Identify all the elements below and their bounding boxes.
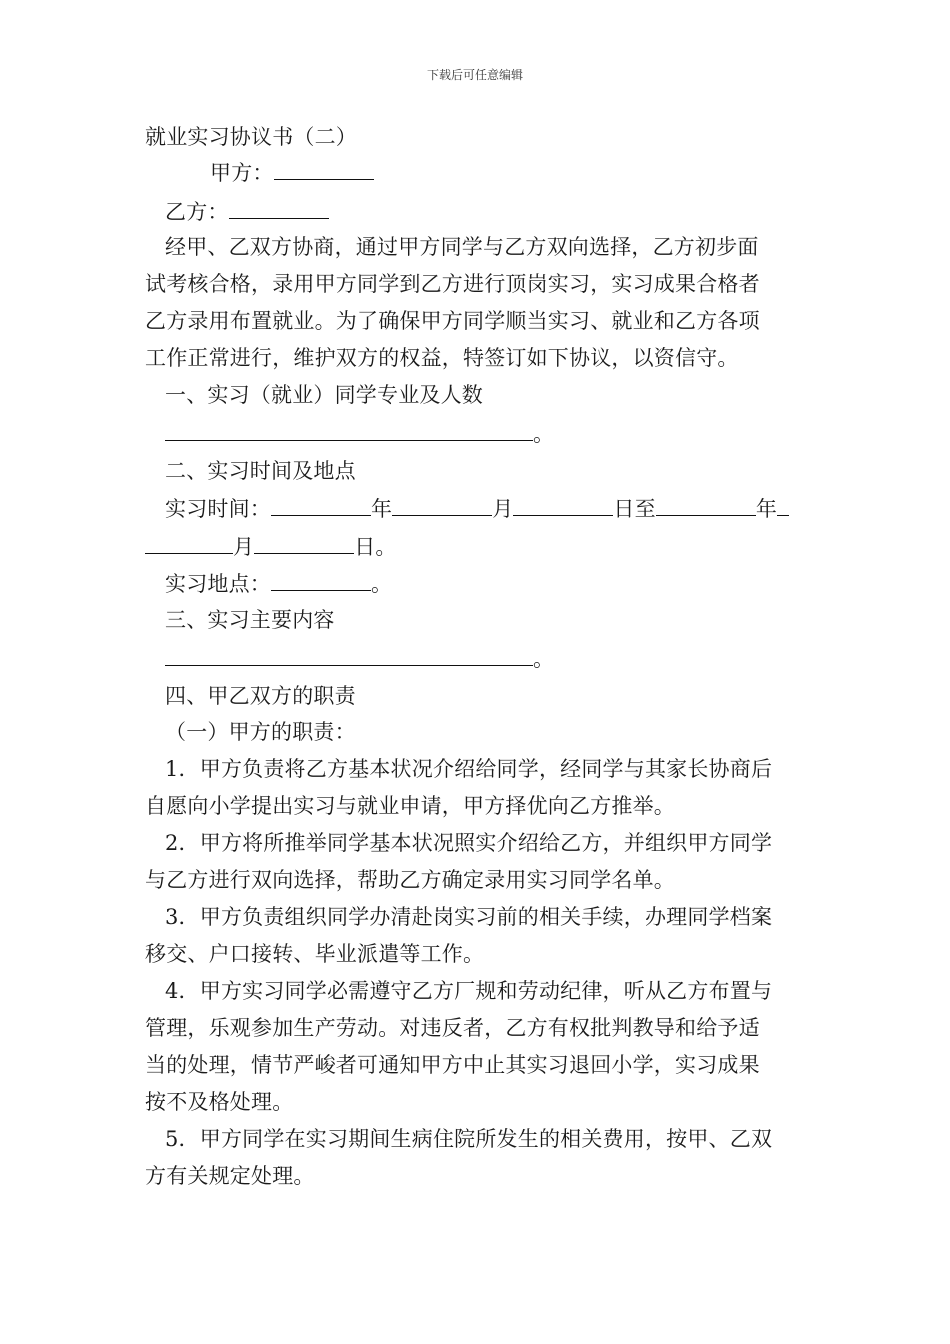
major-blank — [165, 418, 533, 441]
end-day-blank — [254, 531, 354, 554]
content-blank-line — [165, 643, 554, 674]
intro-line: 乙方录用布置就业。为了确保甲方同学顺当实习、就业和乙方各项 — [145, 309, 760, 333]
party-a-label: 甲方： — [210, 161, 274, 185]
section-heading-4: 四、甲乙双方的职责 — [165, 684, 356, 708]
period: 。 — [533, 422, 555, 446]
item-line: 自愿向小学提出实习与就业申请，甲方择优向乙方推举。 — [145, 794, 675, 818]
section-heading-2: 二、实习时间及地点 — [165, 459, 356, 483]
party-b-label: 乙方： — [165, 200, 229, 224]
time-line — [165, 493, 789, 524]
section-heading-1: 一、实习（就业）同学专业及人数 — [165, 383, 483, 407]
item-line: 与乙方进行双向选择，帮助乙方确定录用实习同学名单。 — [145, 868, 675, 892]
section-heading-3: 三、实习主要内容 — [165, 608, 335, 632]
party-b-line — [165, 196, 329, 227]
document-title: 就业实习协议书（二） — [145, 125, 357, 149]
time-line-cont — [145, 531, 397, 562]
day-to-label: 日至 — [613, 497, 656, 521]
end-year-blank — [656, 493, 756, 516]
item-line: 5．甲方同学在实习期间生病住院所发生的相关费用，按甲、乙双 — [165, 1127, 773, 1151]
item-line: 4．甲方实习同学必需遵守乙方厂规和劳动纪律，听从乙方布置与 — [165, 979, 773, 1003]
time-label: 实习时间： — [165, 497, 271, 521]
major-blank-line — [165, 418, 554, 449]
start-day-blank — [513, 493, 613, 516]
day-end-label: 日。 — [354, 535, 397, 559]
item-line: 2．甲方将所推举同学基本状况照实介绍给乙方，并组织甲方同学 — [165, 831, 773, 855]
month-label: 月 — [233, 535, 255, 559]
item-line: 管理，乐观参加生产劳动。对违反者，乙方有权批判教导和给予适 — [145, 1016, 760, 1040]
item-line: 按不及格处理。 — [145, 1090, 294, 1114]
intro-line: 试考核合格，录用甲方同学到乙方进行顶岗实习，实习成果合格者 — [145, 272, 760, 296]
subsection-heading: （一）甲方的职责： — [165, 720, 356, 744]
item-line: 方有关规定处理。 — [145, 1164, 315, 1188]
start-month-blank — [392, 493, 492, 516]
end-month-blank — [145, 531, 233, 554]
party-a-blank — [274, 157, 374, 180]
year-label: 年 — [755, 497, 778, 521]
content-blank — [165, 643, 533, 666]
party-b-blank — [229, 196, 329, 219]
place-label: 实习地点： — [165, 572, 271, 596]
item-line: 3．甲方负责组织同学办清赴岗实习前的相关手续，办理同学档案 — [165, 905, 773, 929]
year-label: 年 — [371, 497, 393, 521]
item-line: 当的处理，情节严峻者可通知甲方中止其实习退回小学，实习成果 — [145, 1053, 760, 1077]
place-line — [165, 568, 392, 599]
intro-line: 经甲、乙双方协商，通过甲方同学与乙方双向选择，乙方初步面 — [165, 235, 759, 259]
party-a-line — [210, 157, 374, 188]
item-line: 移交、户口接转、毕业派遣等工作。 — [145, 942, 485, 966]
month-label: 月 — [492, 497, 514, 521]
item-line: 1．甲方负责将乙方基本状况介绍给同学，经同学与其家长协商后 — [165, 757, 773, 781]
place-blank — [271, 568, 371, 591]
intro-line: 工作正常进行，维护双方的权益，特签订如下协议，以资信守。 — [145, 346, 739, 370]
page-header: 下载后可任意编辑 — [426, 68, 523, 82]
start-year-blank — [271, 493, 371, 516]
end-month-blank-start — [777, 493, 789, 516]
period: 。 — [371, 572, 393, 596]
period: 。 — [533, 647, 555, 671]
